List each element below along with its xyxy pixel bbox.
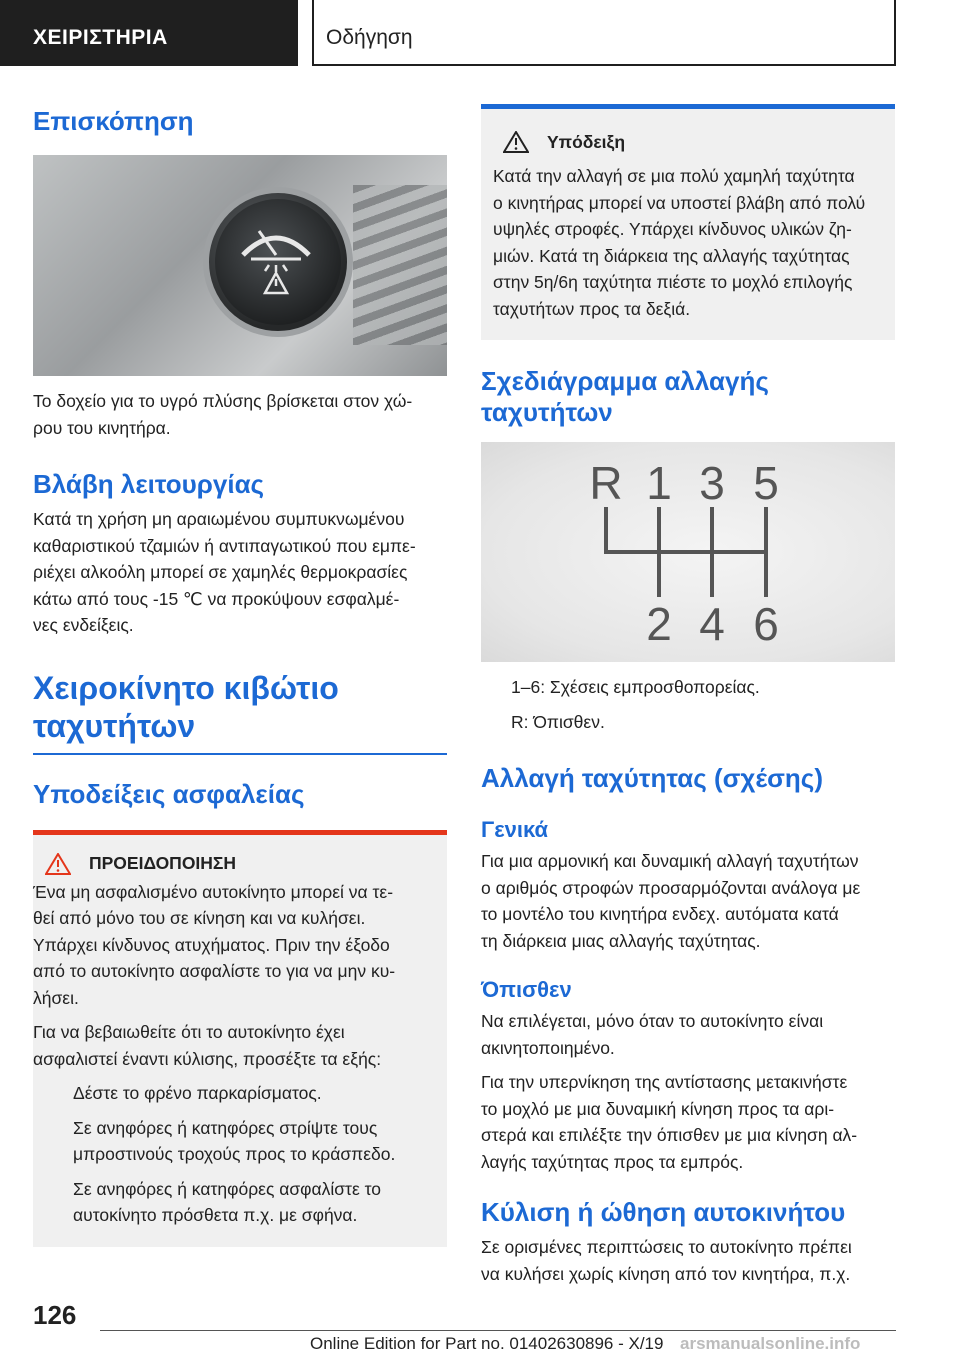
list-item: Δέστε το φρένο παρκαρίσματος. [43,1080,447,1107]
warning-label: ΠΡΟΕΙΔΟΠΟΙΗΣΗ [89,853,237,873]
list-item: Σε ανηφόρες ή κατηφόρες ασφαλίστε το αυτοκίνητο πρόσθετα π.χ. με σφήνα. [43,1176,447,1229]
right-column [481,104,895,1287]
notice-box [481,109,895,340]
list-item: 1–6: Σχέσεις εμπροσθοπορείας. [481,674,895,701]
list-item: Σε ανηφόρες ή κατηφόρες στρίψτε τους μπροστινούς τροχούς προς το κράσπεδο. [43,1115,447,1168]
gear-label-6: 6 [753,598,779,650]
malfunction-text: Κατά τη χρήση μη αραιωμένου συμπυκνωμένου καθαριστικού τζαμιών ή αντιπαγωτικού που εμπε- ριέχει αλκοόλη μπορεί σε χαμηλές θερμοκρασίες κάτω από τους -15 ℃ να προκύψουν εσφαλμέ- νες ενδείξεις. [33,509,416,635]
washer-fluid-icon [229,215,323,295]
warning-triangle-icon [45,853,71,875]
shifting-heading: Αλλαγή ταχύτητας (σχέσης) [481,763,823,793]
footer-rule [100,1330,896,1331]
reverse-text-2: Για την υπερνίκηση της αντίστασης μετακινήστε το μοχλό με μια δυναμική κίνηση προς τα αρι- στερά και επιλέξτε την όπισθεν με μια κίνηση αλ- λαγής ταχύτητας προς τα εμπρός. [481,1072,858,1172]
malfunction-heading: Βλάβη λειτουργίας [33,469,265,499]
notice-title [493,131,883,153]
general-heading: Γενικά [481,817,549,842]
safety-heading: Υποδείξεις ασφαλείας [33,778,305,809]
section-tab: ΧΕΙΡΙΣΤΗΡΙΑ [0,0,298,66]
overview-heading: Επισκόπηση [33,106,194,136]
gear-label-1: 1 [646,457,672,509]
notice-text: Κατά την αλλαγή σε μια πολύ χαμηλή ταχύτητα ο κινητήρας μπορεί να υποστεί βλάβη από πολύ υψηλές στροφές. Υπάρχει κίνδυνος υλικών ζη- μιών. Κατά τη διάρκεια της αλλαγής ταχύτητας στην 5η/6η ταχύτητα πιέστε το μοχλό επιλογής ταχυτήτων προς τα δεξιά. [493,166,866,319]
gear-list [481,674,895,735]
gear-label-r: R [589,457,623,509]
edition-text: Online Edition for Part no. 01402630896 - X/19 [310,1334,664,1353]
warning-title [33,853,447,875]
watermark-text: arsmanualsonline.info [680,1334,861,1353]
page-header [0,0,960,66]
warning-box [33,835,447,1247]
reverse-heading: Όπισθεν [481,977,572,1002]
notice-triangle-icon [503,131,529,153]
notice-label: Υπόδειξη [547,131,626,152]
chapter-tab: Οδήγηση [312,0,896,66]
heading-rule [33,753,447,755]
left-column [33,100,447,1247]
list-item: R: Όπισθεν. [481,709,895,736]
warning-text-2: Για να βεβαιωθείτε ότι το αυτοκίνητο έχει ασφαλιστεί έναντι κύλισης, προσέξτε τα εξής: [33,1022,382,1069]
photo-caption: Το δοχείο για το υγρό πλύσης βρίσκεται στον χώ- ρου του κινητήρα. [33,391,413,438]
rolling-heading: Κύλιση ή ώθηση αυτοκινήτου [481,1197,846,1227]
rolling-text: Σε ορισμένες περιπτώσεις το αυτοκίνητο πρέπει να κυλήσει χωρίς κίνηση από τον κινητήρα, π.χ. [481,1237,852,1284]
gear-label-2: 2 [646,598,672,650]
reverse-text: Να επιλέγεται, μόνο όταν το αυτοκίνητο είναι ακινητοποιημένο. [481,1011,824,1058]
page-number: 126 [33,1300,77,1330]
gear-label-3: 3 [699,457,725,509]
manual-gearbox-heading: Χειροκίνητο κιβώτιο ταχυτήτων [33,669,339,744]
warning-text: Ένα μη ασφαλισμένο αυτοκίνητο μπορεί να τε- θεί από μόνο του σε κίνηση και να κυλήσει. Υπάρχει κίνδυνος ατυχήματος. Πριν την έξοδο από το αυτοκίνητο ασφαλίστε το για να μην κυ- λήσει. [33,881,396,1008]
general-text: Για μια αρμονική και δυναμική αλλαγή ταχυτήτων ο αριθμός στροφών προσαρμόζονται ανάλογα με το μοντέλο του κινητήρα ενδεχ. αυτόματα κατά τη διάρκεια μιας αλλαγής ταχύτητας. [481,851,861,951]
gear-label-4: 4 [699,598,725,650]
warning-list [33,1080,447,1229]
washer-fluid-photo [33,155,447,376]
shift-diagram-heading: Σχεδιάγραμμα αλλαγής ταχυτήτων [481,366,769,427]
shift-pattern-svg [481,442,895,662]
shift-pattern-diagram [481,442,895,662]
gear-label-5: 5 [753,457,779,509]
